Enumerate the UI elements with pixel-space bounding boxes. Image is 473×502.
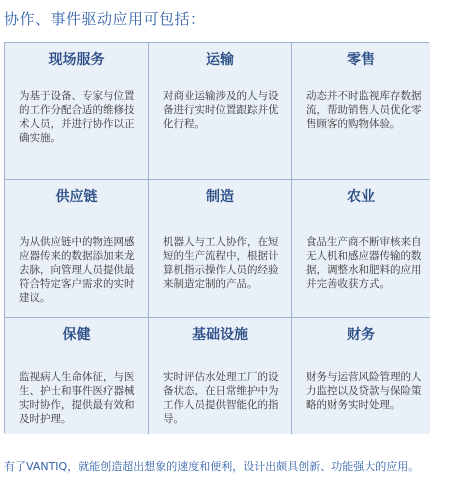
cell-description: 机器人与工人协作，在短短的生产流程中，根据计算机指示操作人员的经验来制造定制的产品。: [163, 236, 279, 290]
page-heading: 协作、事件驱动应用可包括：: [4, 10, 206, 28]
footer-text: 有了VANTIQ，就能创造超出想象的速度和便利，设计出颇具创新、功能强大的应用。: [4, 460, 420, 473]
cell-description: 为基于设备、专家与位置的工作分配合适的维修技术人员，并进行协作以正确实施。: [19, 90, 135, 144]
cell-description: 对商业运输涉及的人与设备进行实时位置跟踪并优化行程。: [163, 90, 279, 130]
use-case-cell-healthcare: [5, 318, 149, 434]
cell-description: 实时评估水处理工厂的设备状态，在日常维护中为工作人员提供智能化的指导。: [163, 371, 279, 425]
cell-title: 财务: [347, 327, 375, 343]
use-case-cell-transport: [149, 43, 292, 180]
cell-description: 动态并不时监视库存数据流，帮助销售人员优化零售顾客的购物体验。: [306, 90, 422, 130]
cell-description: 财务与运营风险管理的人力监控以及贷款与保险策略的财务实时处理。: [306, 371, 422, 411]
use-case-grid: [4, 42, 429, 433]
cell-title: 供应链: [55, 189, 98, 205]
cell-title: 基础设施: [192, 327, 248, 343]
use-case-cell-supply-chain: [5, 180, 149, 318]
cell-description: 食品生产商不断审核来自无人机和感应器传输的数据，调整水和肥料的应用并完善收获方式。: [306, 236, 422, 290]
use-case-cell-infrastructure: [149, 318, 292, 434]
cell-title: 保健: [62, 327, 91, 343]
cell-title: 制造: [206, 189, 234, 205]
cell-description: 监视病人生命体征，与医生、护士和事件医疗器械实时协作，提供最有效和及时护理。: [19, 371, 135, 425]
cell-description: 为从供应链中的物连网感应器传来的数据添加来龙去脉，向管理人员提供最符合特定客户需求的实时建议。: [19, 236, 135, 304]
cell-title: 现场服务: [48, 52, 105, 68]
use-case-cell-agriculture: [292, 180, 430, 318]
use-case-cell-finance: [292, 318, 430, 434]
cell-title: 农业: [347, 189, 375, 205]
cell-title: 运输: [206, 52, 234, 68]
use-case-cell-retail: [292, 43, 430, 180]
use-case-cell-field-service: [5, 43, 149, 180]
cell-title: 零售: [347, 52, 375, 68]
use-case-cell-manufacturing: [149, 180, 292, 318]
